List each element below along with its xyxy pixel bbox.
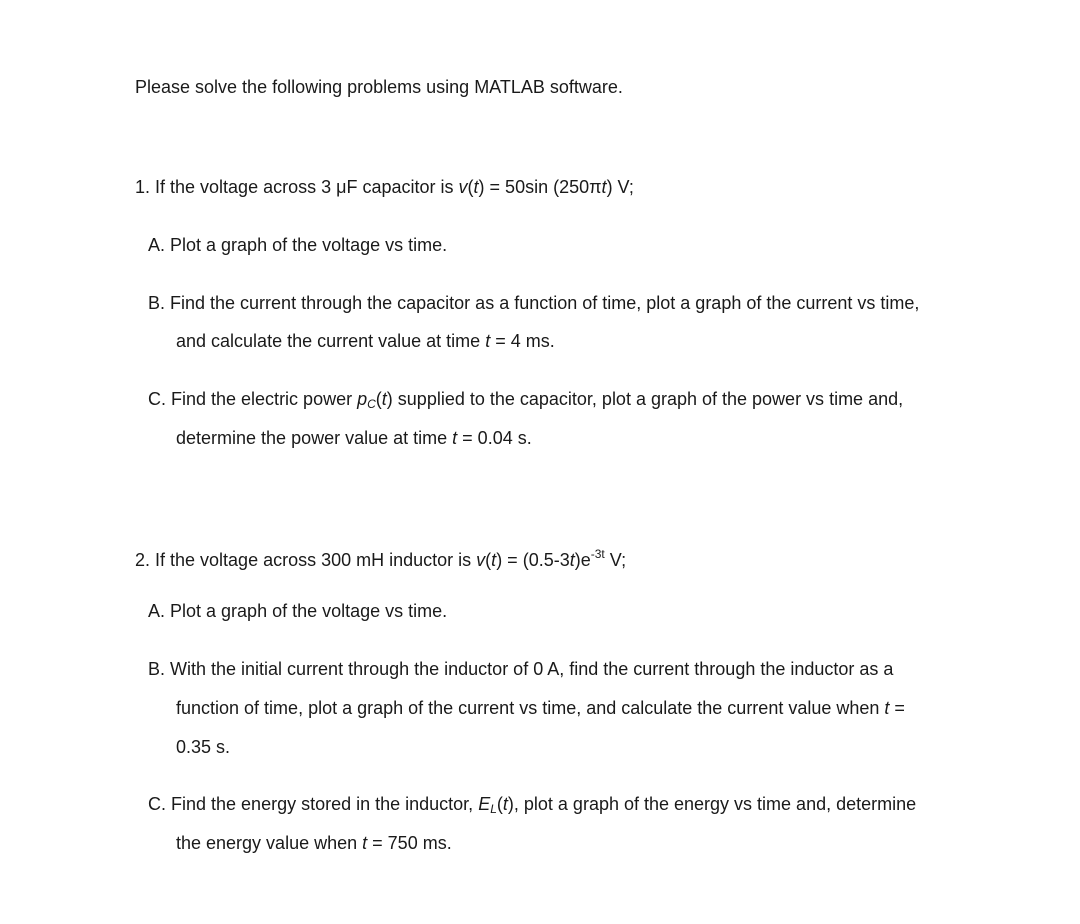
problem-2-c-sub: L [490,802,497,816]
problem-2-c-t: t [502,794,508,814]
problem-2-part-b-line-2 [176,697,905,719]
problem-1-c1-pre: C. Find the electric power [148,389,358,409]
problem-2-statement [135,543,626,571]
problem-2-exponent: -3t [590,547,605,561]
problem-1-b2-post: = 4 ms. [490,331,555,351]
intro-text: Please solve the following problems using MATLAB software. [135,77,623,97]
problem-2-b2-pre: function of time, plot a graph of the current vs time, and calculate the current value when [176,698,885,718]
problem-1-c-p: p [357,389,368,409]
problem-1-statement [135,176,634,198]
problem-2-c2-post: = 750 ms. [367,833,452,853]
problem-2-t: t [491,550,497,570]
problem-1-b2-t: t [485,331,491,351]
problem-1-part-c-line-2 [176,427,532,449]
problem-1-eq: = 50sin (250π [484,177,602,197]
problem-1-c-sub: C [367,397,376,411]
problem-2-part-b-line-1: B. With the initial current through the inductor of 0 A, find the current through the inductor as a [148,659,894,679]
problem-1-c1-post: ) supplied to the capacitor, plot a graph of the power vs time and, [386,389,904,409]
problem-1-c-t: t [381,389,387,409]
problem-1-open: ( [467,177,474,197]
problem-1-c2-t: t [452,428,458,448]
problem-1-c2-post: = 0.04 s. [457,428,532,448]
problem-1-c2-pre: determine the power value at time [176,428,453,448]
problem-2-mid: ) = (0.5-3 [496,550,570,570]
problem-2-c2-t: t [362,833,368,853]
problem-2-t2: t [569,550,575,570]
problem-2-c-E: E [478,794,491,814]
problem-1-prefix: 1. If the voltage across 3 μF capacitor is [135,177,459,197]
problem-1-part-b-line-1: B. Find the current through the capacitor as a function of time, plot a graph of the current vs time, [148,293,920,313]
problem-1-part-b-line-2 [176,330,555,352]
problem-2-part-c-line-1 [148,793,916,820]
problem-2-c-open: ( [496,794,503,814]
problem-1-c-open: ( [375,389,382,409]
problem-1-t2: t [601,177,607,197]
problem-2-part-a: A. Plot a graph of the voltage vs time. [148,601,448,621]
problem-1-close: ) [478,177,485,197]
problem-2-part-c-line-2 [176,832,452,854]
problem-1-t: t [473,177,479,197]
problem-1-part-c-line-1 [148,388,903,415]
problem-2-b2-post: = [889,698,905,718]
problem-2-prefix: 2. If the voltage across 300 mH inductor is [135,550,477,570]
problem-1-end: ) V; [606,177,634,197]
problem-2-b2-t: t [884,698,890,718]
problem-2-close-e: )e [574,550,591,570]
problem-2-v: v [476,550,486,570]
problem-1-b2-pre: and calculate the current value at time [176,331,486,351]
problem-2-part-b-line-3: 0.35 s. [176,737,231,757]
problem-2-c1-pre: C. Find the energy stored in the inductor, [148,794,479,814]
problem-1-v: v [458,177,468,197]
problem-2-c2-pre: the energy value when [176,833,363,853]
problem-2-open: ( [485,550,492,570]
problem-2-end: V; [604,550,627,570]
problem-2-c1-post: ), plot a graph of the energy vs time and, determine [507,794,917,814]
problem-1-part-a: A. Plot a graph of the voltage vs time. [148,235,448,255]
